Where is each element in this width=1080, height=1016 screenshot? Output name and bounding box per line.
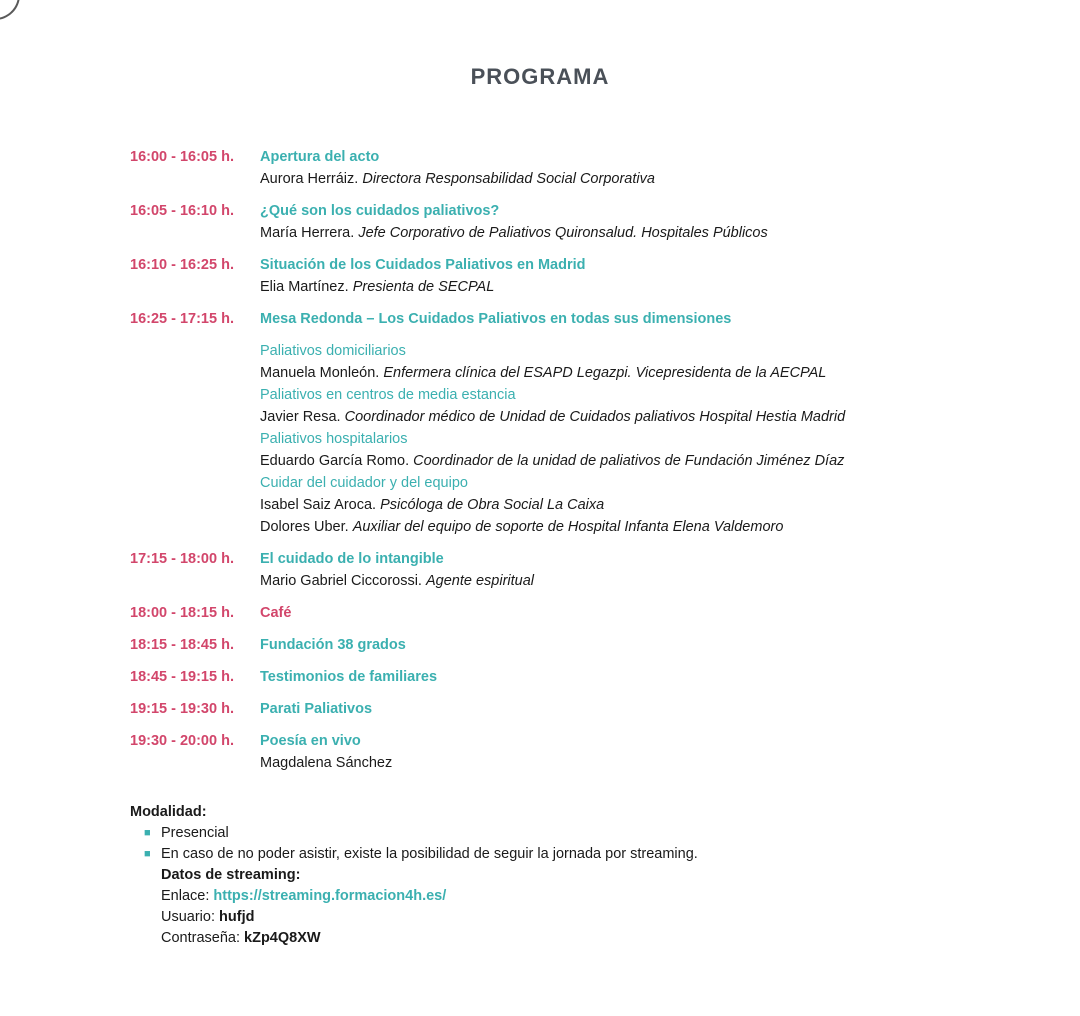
agenda-item (130, 698, 1030, 720)
agenda-body (260, 698, 1030, 720)
speaker-name: Mario Gabriel Ciccorossi. (260, 573, 422, 589)
speaker-line (260, 516, 1030, 538)
speaker-role: Agente espiritual (426, 573, 535, 589)
agenda-list (130, 146, 1030, 774)
streaming-title: Datos de streaming: (161, 867, 301, 883)
agenda-item (130, 308, 1030, 538)
speaker-role: Enfermera clínica del ESAPD Legazpi. Vicepresidenta de la AECPAL (383, 365, 827, 381)
agenda-time: 19:30 - 20:00 h. (130, 733, 234, 749)
speaker-line (260, 222, 1030, 244)
agenda-body (260, 548, 1030, 592)
agenda-time: 17:15 - 18:00 h. (130, 551, 234, 567)
agenda-heading: Apertura del acto (260, 149, 380, 165)
speaker-line (260, 276, 1030, 298)
speaker-name: Javier Resa. (260, 409, 341, 425)
pass-value: kZp4Q8XW (244, 930, 321, 946)
speaker-line (260, 450, 1030, 472)
bullet-text: En caso de no poder asistir, existe la posibilidad de seguir la jornada por streaming. (161, 846, 698, 862)
speaker-role: Presienta de SECPAL (352, 279, 495, 295)
bullet-square-icon: ■ (144, 827, 151, 839)
bullet-text: Presencial (161, 825, 229, 841)
agenda-time: 18:00 - 18:15 h. (130, 605, 234, 621)
agenda-item (130, 602, 1030, 624)
subtopic-label: Paliativos domiciliarios (260, 343, 406, 359)
agenda-body (260, 730, 1030, 774)
speaker-role: Jefe Corporativo de Paliativos Quironsalud. Hospitales Públicos (358, 225, 768, 241)
user-value: hufjd (219, 909, 255, 925)
agenda-item (130, 730, 1030, 774)
user-label: Usuario: (161, 909, 215, 925)
speaker-role: Coordinador médico de Unidad de Cuidados paliativos Hospital Hestia Madrid (344, 409, 846, 425)
speaker-name: Eduardo García Romo. (260, 453, 410, 469)
agenda-body (260, 254, 1030, 298)
agenda-item (130, 254, 1030, 298)
agenda-item (130, 634, 1030, 656)
speaker-line (260, 494, 1030, 516)
subtopic-label: Cuidar del cuidador y del equipo (260, 475, 468, 491)
bullet-square-icon: ■ (144, 848, 151, 860)
agenda-heading: Mesa Redonda – Los Cuidados Paliativos en todas sus dimensiones (260, 311, 732, 327)
agenda-body (260, 308, 1030, 538)
agenda-body (260, 602, 1030, 624)
speaker-name: Magdalena Sánchez (260, 755, 393, 771)
agenda-item (130, 666, 1030, 688)
agenda-heading: Fundación 38 grados (260, 637, 406, 653)
agenda-heading: Café (260, 605, 292, 621)
subtopic-label: Paliativos hospitalarios (260, 431, 408, 447)
modalidad-bullet (130, 844, 1030, 865)
streaming-user-row (130, 907, 1030, 928)
agenda-heading: Poesía en vivo (260, 733, 361, 749)
speaker-line (260, 168, 1030, 190)
corner-arc-decoration (0, 0, 20, 20)
speaker-line (260, 570, 1030, 592)
link-label: Enlace: (161, 888, 210, 904)
modalidad-section (130, 802, 1030, 949)
agenda-body (260, 666, 1030, 688)
modalidad-title: Modalidad: (130, 804, 207, 820)
agenda-heading: ¿Qué son los cuidados paliativos? (260, 203, 500, 219)
speaker-line (260, 752, 1030, 774)
speaker-role: Coordinador de la unidad de paliativos de Fundación Jiménez Díaz (413, 453, 845, 469)
speaker-name: Manuela Monleón. (260, 365, 380, 381)
speaker-role: Auxiliar del equipo de soporte de Hospital Infanta Elena Valdemoro (352, 519, 784, 535)
modalidad-bullet (130, 823, 1030, 844)
agenda-heading: El cuidado de lo intangible (260, 551, 444, 567)
agenda-time: 16:10 - 16:25 h. (130, 257, 234, 273)
agenda-time: 16:00 - 16:05 h. (130, 149, 234, 165)
streaming-link-row (130, 886, 1030, 907)
agenda-time: 16:05 - 16:10 h. (130, 203, 234, 219)
agenda-time: 19:15 - 19:30 h. (130, 701, 234, 717)
agenda-body (260, 146, 1030, 190)
speaker-name: Isabel Saiz Aroca. (260, 497, 377, 513)
streaming-link[interactable]: https://streaming.formacion4h.es/ (213, 888, 447, 904)
agenda-heading: Testimonios de familiares (260, 669, 438, 685)
speaker-role: Directora Responsabilidad Social Corporativa (362, 171, 655, 187)
speaker-line (260, 406, 1030, 428)
agenda-time: 18:15 - 18:45 h. (130, 637, 234, 653)
agenda-time: 18:45 - 19:15 h. (130, 669, 234, 685)
pass-label: Contraseña: (161, 930, 240, 946)
agenda-heading: Situación de los Cuidados Paliativos en Madrid (260, 257, 586, 273)
agenda-body (260, 200, 1030, 244)
subtopic-label: Paliativos en centros de media estancia (260, 387, 516, 403)
page-title: PROGRAMA (470, 64, 610, 89)
agenda-heading: Parati Paliativos (260, 701, 373, 717)
agenda-item (130, 146, 1030, 190)
speaker-name: Dolores Uber. (260, 519, 349, 535)
speaker-role: Psicóloga de Obra Social La Caixa (380, 497, 605, 513)
agenda-time: 16:25 - 17:15 h. (130, 311, 234, 327)
agenda-item (130, 548, 1030, 592)
speaker-name: Aurora Herráiz. (260, 171, 359, 187)
agenda-item (130, 200, 1030, 244)
speaker-name: María Herrera. (260, 225, 355, 241)
speaker-name: Elia Martínez. (260, 279, 349, 295)
speaker-line (260, 362, 1030, 384)
streaming-pass-row (130, 928, 1030, 949)
agenda-body (260, 634, 1030, 656)
